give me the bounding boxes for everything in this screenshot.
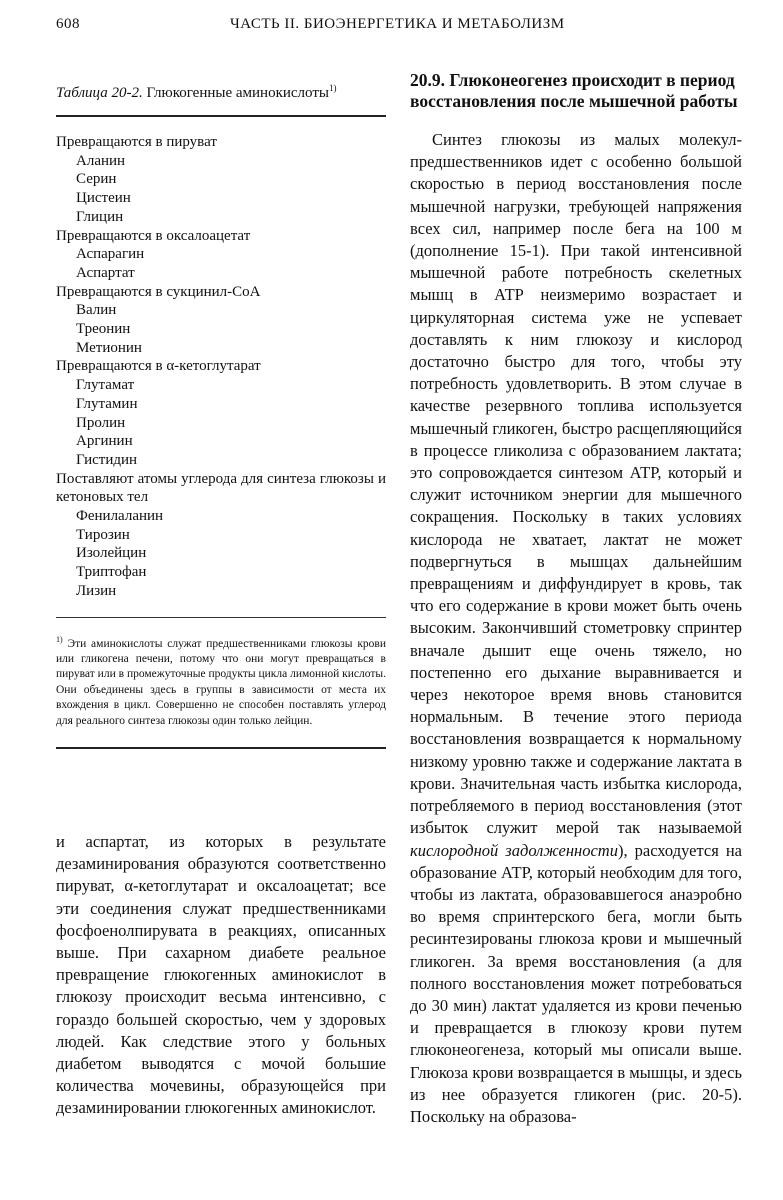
table-item: Аспартат [76,264,135,281]
table-item: Изолейцин [76,545,147,562]
section-text-part1: Синтез глюкозы из малых молекул-предшественников идет с особенно большой скоростью в период восстановления после мышечной нагрузки, требующей напряжения всех сил, например после бега на 100 м (дополнение 15-1). При такой интенсивной мышечной работе потребность скелетных мышц в АТР неизмеримо возрастает и циркуляторная система уже не успевает доставлять к ним глюкозу и кислород достаточно быстро для того, чтобы эту потребность удовлетворить. В этом случае в качестве резервного топлива используется мышечный гликоген, быстро расщепляющийся в процессе гликолиза с образованием лактата; это сопровождается синтезом АТР, который и служит источником энергии для мышечного сокращения. Поскольку в таких условиях кислорода не хватает, лактат не может подвергнуться в мышцах дальнейшим превращениям и диффундирует в кровь, так что его содержание в крови может быть очень высоким. Закончивший стометровку спринтер вначале дышит еще очень тяжело, но постепенно его дыхание выравнивается и через некоторое время вновь становится нормальным. В течение этого периода восстановления возвращается к нормальному низкому уровню также и содержание лактата в крови. Значительная часть избытка кислорода, потребляемого в период восстановления (этот избыток служит мерой так называемой [410,130,742,838]
footnote-text: Эти аминокислоты служат предшественниками глюкозы крови или гликогена печени, потому что они могут превращаться в пируват или в промежуточные продукты цикла лимонной кислоты. Они объединены здесь в группы в зависимости от места их вхождения в цикл. Совершенно не способен поставлять углерод для реального синтеза глюкозы один только лейцин. [56,637,386,727]
left-body-text: и аспартат, из которых в результате дезаминирования образуются соответственно пируват, α-кетоглутарат и оксалоацетат; все эти соединения служат предшественниками фосфоенолпирувата в реакциях, описанных выше. При сахарном диабете реальное превращение глюкогенных аминокислот в глюкозу происходит весьма интенсивно, с гораздо большей скоростью, чем у здоровых людей. Как следствие этого у больных диабетом выводятся с мочой большие количества мочевины, образующейся при дезаминировании глюкогенных аминокислот. [56,832,386,1118]
table-caption-text: Глюкогенные аминокислоты [146,85,329,101]
table-caption-note-mark: 1) [328,83,337,93]
table-item: Глутамин [76,395,138,412]
table-item: Тирозин [76,526,130,543]
table-item: Серин [76,171,117,188]
section-column [410,70,742,1128]
table-item: Глутамат [76,377,135,394]
table-item: Фенилаланин [76,508,164,525]
section-text-emphasis: кислородной задолженности [410,840,618,860]
table-item: Гистидин [76,451,138,468]
running-head: ЧАСТЬ II. БИОЭНЕРГЕТИКА И МЕТАБОЛИЗМ [230,16,565,32]
table-item: Глицин [76,208,124,225]
table-footnote [56,632,386,730]
table-item: Аспарагин [76,246,145,263]
table-body [56,133,386,601]
table-group-title: Поставляют атомы углерода для синтеза глюкозы и кетоновых тел [56,470,386,506]
table-top-rule [56,115,386,117]
table-item: Валин [76,302,117,319]
page-header [56,16,727,42]
table-item: Аргинин [76,433,133,450]
table-group-title: Превращаются в сукцинил-СоА [56,283,261,300]
table-bottom-rule [56,747,386,749]
table-item: Метионин [76,339,142,356]
table-item: Треонин [76,321,131,338]
table-item: Триптофан [76,564,147,581]
table-item: Пролин [76,414,126,431]
table-column [56,70,386,749]
table-caption-label: Таблица 20-2. [56,85,143,101]
table-item: Лизин [76,582,117,599]
table-group-title: Превращаются в пируват [56,134,217,150]
section-body-text [410,129,742,1128]
section-text-part2: ), расходуется на образование АТР, который необходим для того, чтобы из лактата, образовавшегося анаэробно во время спринтерского бега, могли быть ресинтезированы глюкоза крови и мышечный гликоген. За время восстановления (а для полного восстановления может потребоваться до 30 мин) лактат удаляется из крови печенью и превращается в глюкозу крови путем глюконеогенеза, который мы описали выше. Глюкоза крови возвращается в мышцы, и здесь из нее образуется гликоген (рис. 20-5). Поскольку на образова- [410,840,742,1126]
table-item: Цистеин [76,190,131,207]
table-footnote-rule [56,617,386,618]
table-group-title: Превращаются в оксалоацетат [56,227,251,244]
table-group-title: Превращаются в α-кетоглутарат [56,358,261,375]
table-caption [56,78,386,103]
footnote-mark: 1) [56,634,63,644]
page-number: 608 [56,16,80,32]
table-item: Аланин [76,152,126,169]
section-title: 20.9. Глюконеогенез происходит в период восстановления после мышечной работы [410,70,738,111]
